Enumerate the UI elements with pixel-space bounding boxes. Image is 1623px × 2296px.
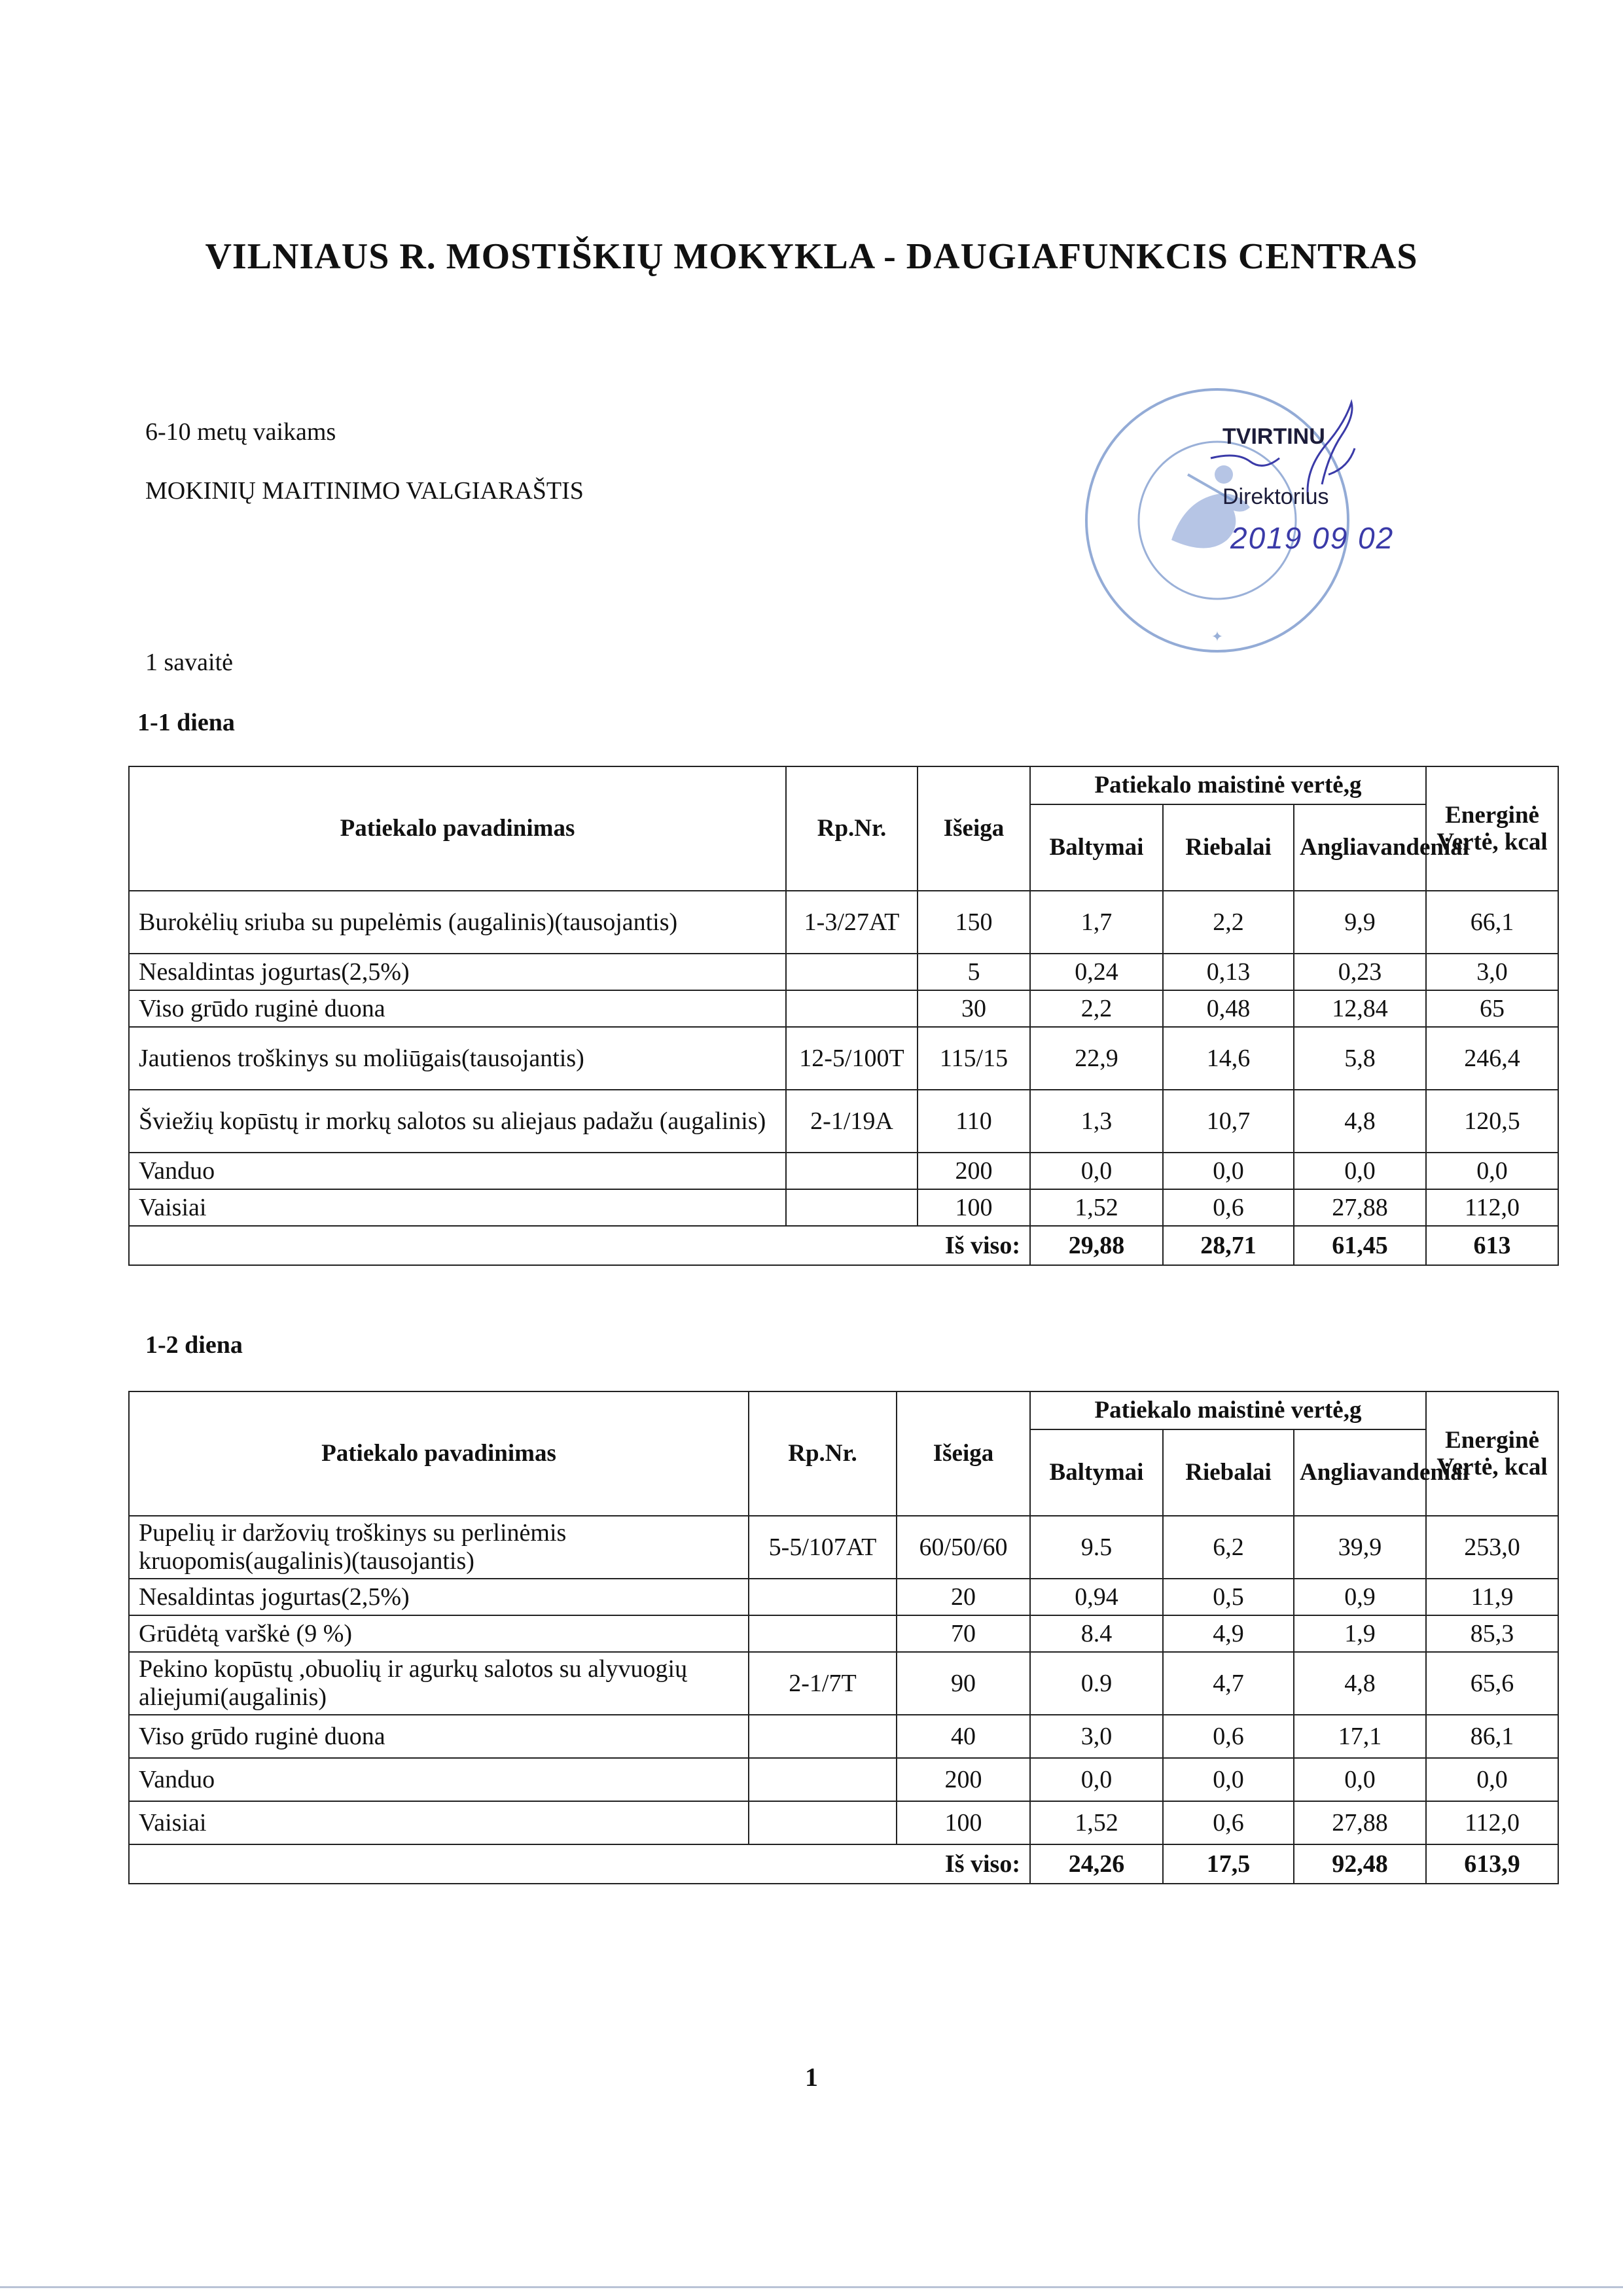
energy-cell: 3,0: [1426, 954, 1558, 990]
dish-name-cell: Burokėlių sriuba su pupelėmis (augalinis)(tausojantis): [129, 891, 786, 954]
approval-role: Direktorius: [1222, 484, 1329, 509]
yield-cell: 115/15: [918, 1027, 1030, 1090]
fat-cell: 0,6: [1163, 1801, 1294, 1844]
dish-name-cell: Nesaldintas jogurtas(2,5%): [129, 1579, 749, 1615]
recipe-number-cell: [786, 1153, 918, 1189]
fat-cell: 14,6: [1163, 1027, 1294, 1090]
yield-cell: 60/50/60: [897, 1516, 1030, 1579]
energy-cell: 0,0: [1426, 1153, 1558, 1189]
table-row: [129, 1758, 1558, 1801]
total-energy-cell: 613,9: [1426, 1844, 1558, 1884]
recipe-number-cell: [749, 1758, 897, 1801]
energy-cell: 11,9: [1426, 1579, 1558, 1615]
fat-cell: 0,0: [1163, 1758, 1294, 1801]
energy-cell: 0,0: [1426, 1758, 1558, 1801]
energy-cell: 65: [1426, 990, 1558, 1027]
day-label: 1-1 diena: [137, 709, 235, 736]
fat-cell: 10,7: [1163, 1090, 1294, 1153]
dish-name-cell: Vanduo: [129, 1153, 786, 1189]
table-row: [129, 1516, 1558, 1579]
total-label: Iš viso:: [129, 1844, 1030, 1884]
recipe-number-cell: 5-5/107AT: [749, 1516, 897, 1579]
recipe-number-cell: 1-3/27AT: [786, 891, 918, 954]
protein-cell: 1,52: [1030, 1801, 1163, 1844]
carbs-cell: 0,23: [1294, 954, 1426, 990]
protein-cell: 1,3: [1030, 1090, 1163, 1153]
carbs-cell: 4,8: [1294, 1090, 1426, 1153]
protein-cell: 0,24: [1030, 954, 1163, 990]
energy-cell: 112,0: [1426, 1801, 1558, 1844]
fat-cell: 4,7: [1163, 1652, 1294, 1715]
total-protein-cell: 24,26: [1030, 1844, 1163, 1884]
carbs-cell: 17,1: [1294, 1715, 1426, 1758]
recipe-number-cell: 2-1/19A: [786, 1090, 918, 1153]
protein-cell: 8.4: [1030, 1615, 1163, 1652]
col-protein-header: Baltymai: [1030, 804, 1163, 891]
dish-name-cell: Viso grūdo ruginė duona: [129, 990, 786, 1027]
fat-cell: 6,2: [1163, 1516, 1294, 1579]
dish-name-cell: Vanduo: [129, 1758, 749, 1801]
dish-name-cell: Pupelių ir daržovių troškinys su perlinėmis kruopomis(augalinis)(tausojantis): [129, 1516, 749, 1579]
carbs-cell: 39,9: [1294, 1516, 1426, 1579]
total-protein-cell: 29,88: [1030, 1226, 1163, 1265]
col-energy-header: Energinė Vertė, kcal: [1426, 766, 1558, 891]
fat-cell: 0,0: [1163, 1153, 1294, 1189]
table-row: [129, 1090, 1558, 1153]
col-recipe-header: Rp.Nr.: [786, 766, 918, 891]
energy-cell: 246,4: [1426, 1027, 1558, 1090]
col-fat-header: Riebalai: [1163, 1429, 1294, 1516]
school-title: VILNIAUS R. MOSTIŠKIŲ MOKYKLA - DAUGIAFUNKCIS CENTRAS: [205, 236, 1418, 277]
energy-cell: 253,0: [1426, 1516, 1558, 1579]
menu-table-day2: [128, 1391, 1559, 1884]
table-row: [129, 1189, 1558, 1226]
col-yield-header: Išeiga: [918, 766, 1030, 891]
svg-text:✦: ✦: [1211, 628, 1224, 645]
energy-cell: 85,3: [1426, 1615, 1558, 1652]
dish-name-cell: Viso grūdo ruginė duona: [129, 1715, 749, 1758]
table-row: [129, 1027, 1558, 1090]
protein-cell: 2,2: [1030, 990, 1163, 1027]
carbs-cell: 27,88: [1294, 1801, 1426, 1844]
recipe-number-cell: 12-5/100T: [786, 1027, 918, 1090]
energy-cell: 65,6: [1426, 1652, 1558, 1715]
menu-table-day1: [128, 766, 1559, 1266]
yield-cell: 5: [918, 954, 1030, 990]
carbs-cell: 5,8: [1294, 1027, 1426, 1090]
carbs-cell: 4,8: [1294, 1652, 1426, 1715]
protein-cell: 1,7: [1030, 891, 1163, 954]
fat-cell: 0,5: [1163, 1579, 1294, 1615]
protein-cell: 0,0: [1030, 1758, 1163, 1801]
fat-cell: 0,48: [1163, 990, 1294, 1027]
total-carbs-cell: 61,45: [1294, 1226, 1426, 1265]
yield-cell: 200: [897, 1758, 1030, 1801]
carbs-cell: 9,9: [1294, 891, 1426, 954]
fat-cell: 0,6: [1163, 1189, 1294, 1226]
dish-name-cell: Pekino kopūstų ,obuolių ir agurkų salotos su alyvuogių aliejumi(augalinis): [129, 1652, 749, 1715]
fat-cell: 0,13: [1163, 954, 1294, 990]
approval-date: 2019 09 02: [1230, 521, 1395, 555]
carbs-cell: 0,9: [1294, 1579, 1426, 1615]
col-fat-header: Riebalai: [1163, 804, 1294, 891]
yield-cell: 40: [897, 1715, 1030, 1758]
dish-name-cell: Nesaldintas jogurtas(2,5%): [129, 954, 786, 990]
protein-cell: 0,0: [1030, 1153, 1163, 1189]
bottom-divider: [0, 2286, 1623, 2288]
day2-rows: [129, 1516, 1558, 1884]
energy-cell: 112,0: [1426, 1189, 1558, 1226]
table-row: [129, 891, 1558, 954]
recipe-number-cell: [786, 954, 918, 990]
recipe-number-cell: [749, 1801, 897, 1844]
energy-cell: 66,1: [1426, 891, 1558, 954]
carbs-cell: 12,84: [1294, 990, 1426, 1027]
yield-cell: 70: [897, 1615, 1030, 1652]
approval-title: TVIRTINU: [1222, 424, 1325, 449]
col-nutrition-header: Patiekalo maistinė vertė,g: [1030, 1391, 1426, 1429]
yield-cell: 100: [897, 1801, 1030, 1844]
recipe-number-cell: [786, 1189, 918, 1226]
yield-cell: 20: [897, 1579, 1030, 1615]
table-row: [129, 1579, 1558, 1615]
yield-cell: 90: [897, 1652, 1030, 1715]
col-name-header: Patiekalo pavadinimas: [129, 1391, 749, 1516]
fat-cell: 2,2: [1163, 891, 1294, 954]
protein-cell: 9.5: [1030, 1516, 1163, 1579]
col-carbs-header: Angliavandeniai: [1294, 804, 1426, 891]
total-fat-cell: 17,5: [1163, 1844, 1294, 1884]
carbs-cell: 1,9: [1294, 1615, 1426, 1652]
dish-name-cell: Vaisiai: [129, 1801, 749, 1844]
menu-title: MOKINIŲ MAITINIMO VALGIARAŠTIS: [145, 477, 584, 505]
day1-rows: [129, 891, 1558, 1265]
recipe-number-cell: [749, 1579, 897, 1615]
recipe-number-cell: [786, 990, 918, 1027]
page-number: 1: [805, 2062, 818, 2092]
col-carbs-header: Angliavandeniai: [1294, 1429, 1426, 1516]
recipe-number-cell: [749, 1615, 897, 1652]
protein-cell: 3,0: [1030, 1715, 1163, 1758]
fat-cell: 0,6: [1163, 1715, 1294, 1758]
protein-cell: 22,9: [1030, 1027, 1163, 1090]
protein-cell: 0,94: [1030, 1579, 1163, 1615]
recipe-number-cell: 2-1/7T: [749, 1652, 897, 1715]
carbs-cell: 0,0: [1294, 1153, 1426, 1189]
dish-name-cell: Grūdėtą varškė (9 %): [129, 1615, 749, 1652]
table-row: [129, 954, 1558, 990]
col-recipe-header: Rp.Nr.: [749, 1391, 897, 1516]
total-fat-cell: 28,71: [1163, 1226, 1294, 1265]
dish-name-cell: Jautienos troškinys su moliūgais(tausojantis): [129, 1027, 786, 1090]
carbs-cell: 27,88: [1294, 1189, 1426, 1226]
yield-cell: 150: [918, 891, 1030, 954]
col-name-header: Patiekalo pavadinimas: [129, 766, 786, 891]
yield-cell: 100: [918, 1189, 1030, 1226]
table-row: [129, 1615, 1558, 1652]
energy-cell: 120,5: [1426, 1090, 1558, 1153]
day-label: 1-2 diena: [145, 1331, 243, 1359]
carbs-cell: 0,0: [1294, 1758, 1426, 1801]
protein-cell: 1,52: [1030, 1189, 1163, 1226]
dish-name-cell: Šviežių kopūstų ir morkų salotos su aliejaus padažu (augalinis): [129, 1090, 786, 1153]
recipe-number-cell: [749, 1715, 897, 1758]
energy-cell: 86,1: [1426, 1715, 1558, 1758]
table-row: [129, 1652, 1558, 1715]
total-energy-cell: 613: [1426, 1226, 1558, 1265]
protein-cell: 0.9: [1030, 1652, 1163, 1715]
yield-cell: 200: [918, 1153, 1030, 1189]
total-carbs-cell: 92,48: [1294, 1844, 1426, 1884]
col-yield-header: Išeiga: [897, 1391, 1030, 1516]
table-row: [129, 1801, 1558, 1844]
yield-cell: 30: [918, 990, 1030, 1027]
total-label: Iš viso:: [129, 1226, 1030, 1265]
week-label: 1 savaitė: [145, 649, 234, 676]
table-row: [129, 990, 1558, 1027]
fat-cell: 4,9: [1163, 1615, 1294, 1652]
age-group-label: 6-10 metų vaikams: [145, 418, 336, 446]
total-row: [129, 1844, 1558, 1884]
total-row: [129, 1226, 1558, 1265]
col-nutrition-header: Patiekalo maistinė vertė,g: [1030, 766, 1426, 804]
col-energy-header: Energinė Vertė, kcal: [1426, 1391, 1558, 1516]
col-protein-header: Baltymai: [1030, 1429, 1163, 1516]
dish-name-cell: Vaisiai: [129, 1189, 786, 1226]
table-row: [129, 1715, 1558, 1758]
table-row: [129, 1153, 1558, 1189]
yield-cell: 110: [918, 1090, 1030, 1153]
